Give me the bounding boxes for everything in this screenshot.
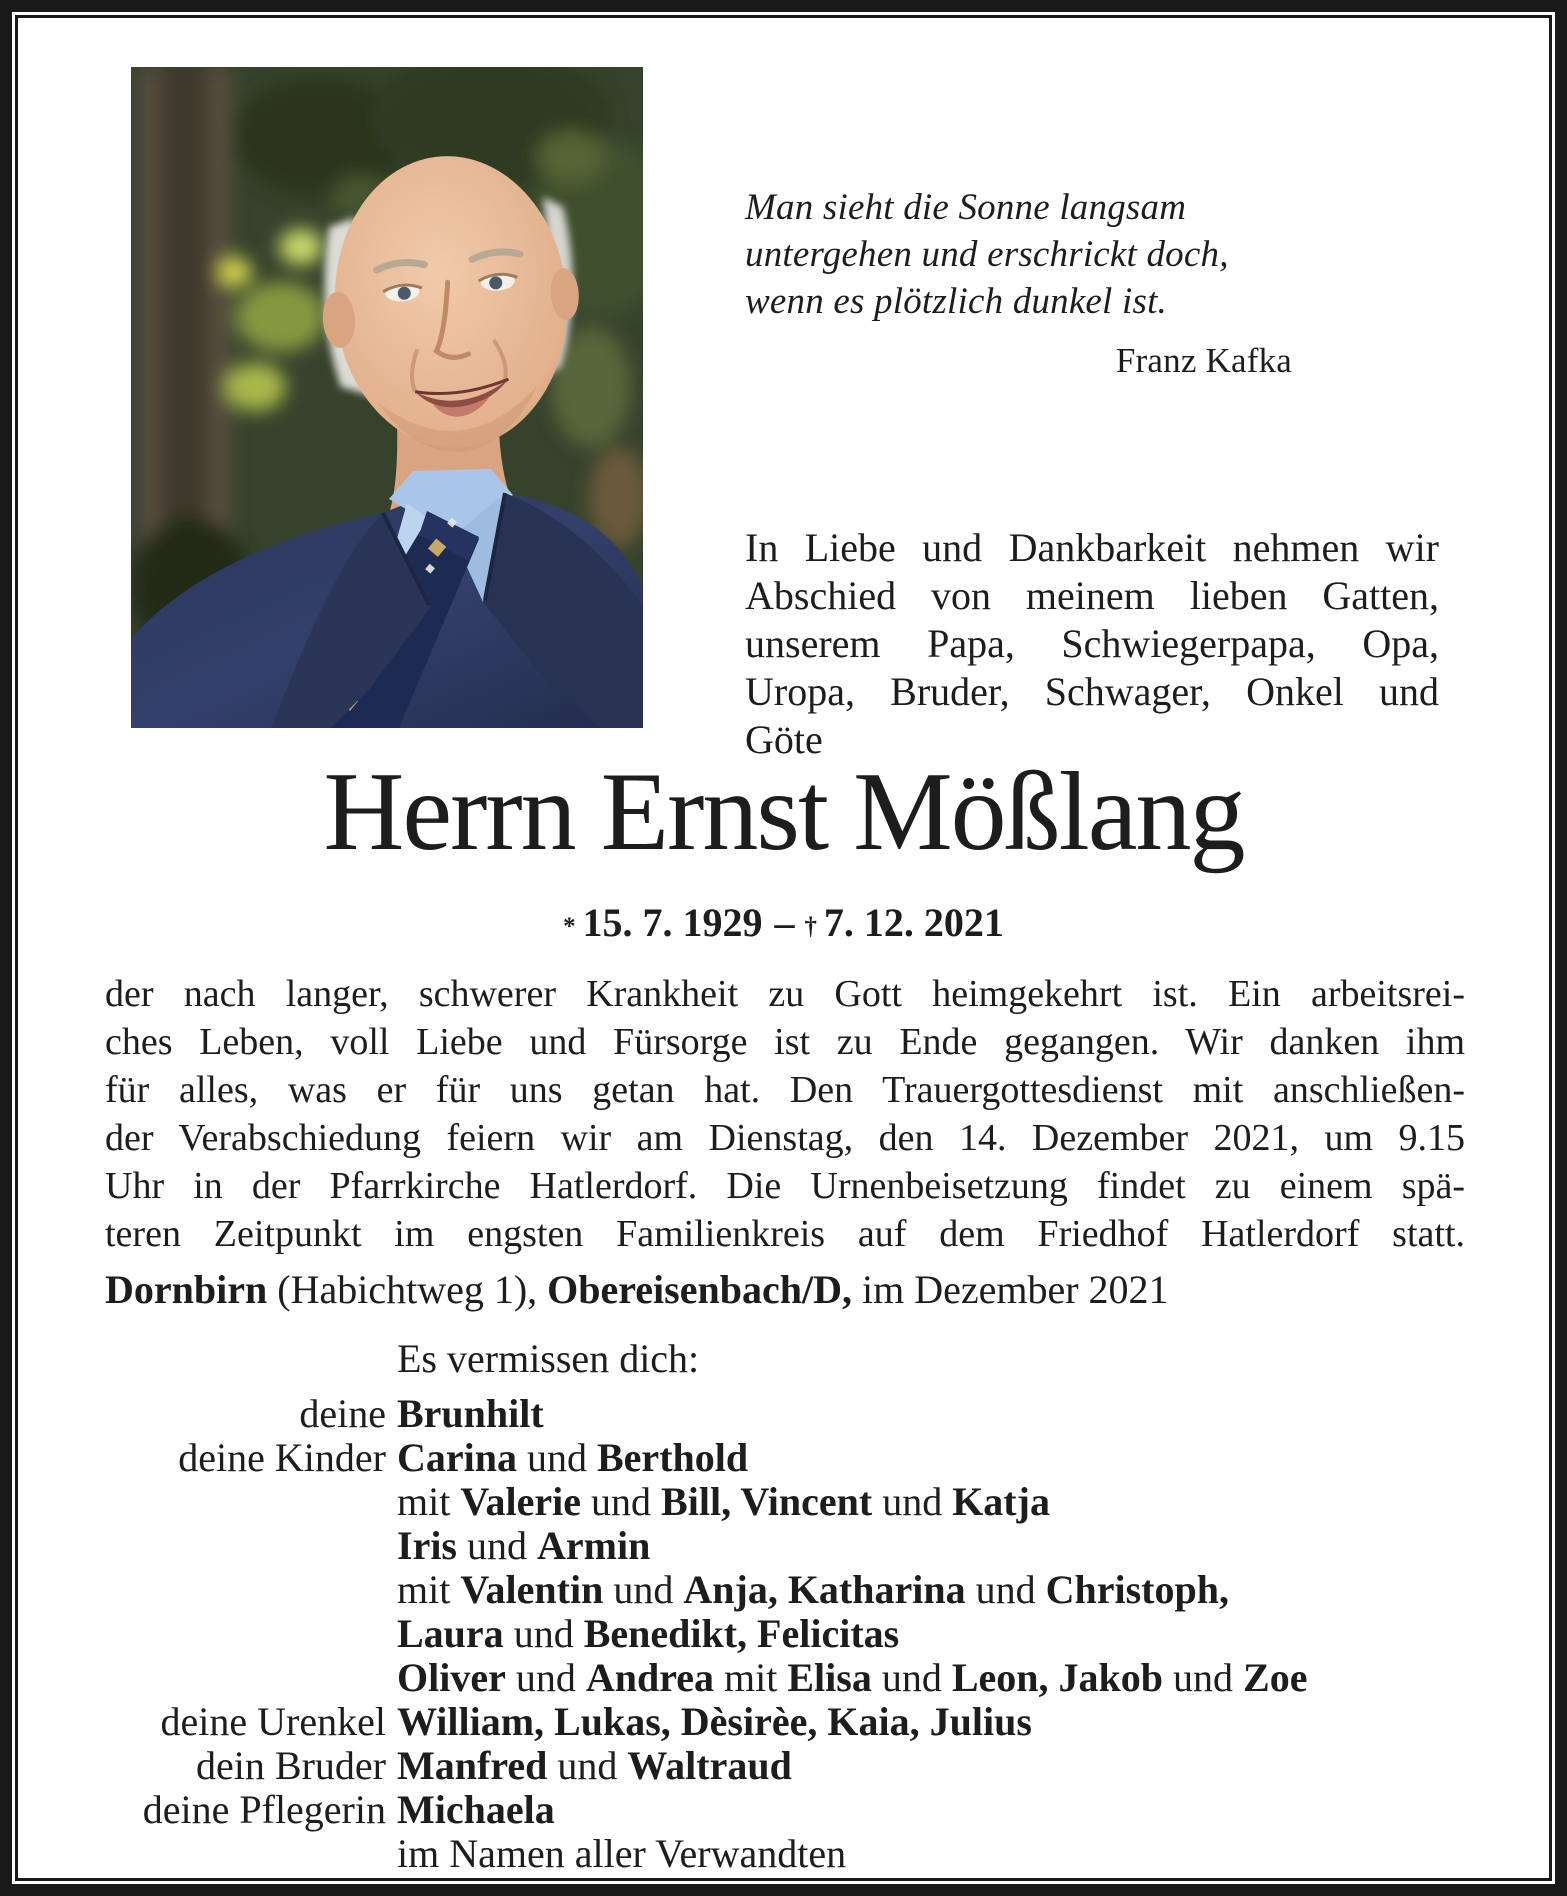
quote-attribution: Franz Kafka [1115, 341, 1292, 380]
intro-line: Uropa, Bruder, Schwager, Onkel und [745, 669, 1439, 714]
mourner-names: Michaela [397, 1787, 555, 1832]
mourner-relation [105, 1524, 397, 1568]
portrait-photo [131, 67, 643, 728]
inner-frame [15, 15, 1552, 1881]
mourner-relation [105, 1568, 397, 1612]
mourner-relation: deine Pflegerin [142, 1787, 386, 1832]
mourner-names: Laura und Benedikt, Felicitas [397, 1611, 900, 1656]
mourner-row [105, 1524, 1470, 1568]
announcement-paragraph [105, 970, 1465, 1258]
death-date: 7. 12. 2021 [823, 900, 1004, 945]
mourner-names: Carina und Berthold [397, 1435, 749, 1480]
mourner-relation: deine Kinder [178, 1435, 386, 1480]
mourner-relation [105, 1656, 397, 1700]
mourner-names: Oliver und Andrea mit Elisa und Leon, Jakob und Zoe [397, 1655, 1308, 1700]
mourner-relation: deine [299, 1391, 386, 1436]
mourner-row [105, 1568, 1470, 1612]
mourners-heading: Es vermissen dich: [397, 1336, 700, 1381]
mourner-names: mit Valentin und Anja, Katharina und Christoph, [397, 1567, 1229, 1612]
date-separator: – [774, 900, 795, 945]
intro-paragraph [745, 524, 1439, 764]
mourners-list [105, 1392, 1470, 1876]
mourner-row [105, 1744, 1470, 1788]
mourner-row [105, 1788, 1470, 1832]
intro-line: Göte [745, 717, 823, 762]
mourner-row [105, 1480, 1470, 1524]
deceased-name: Herrn Ernst Mößlang [323, 750, 1244, 874]
mourner-row [105, 1392, 1470, 1436]
announcement-line: für alles, was er für uns getan hat. Den Trauergottesdienst mit anschließen- [105, 1069, 1465, 1111]
mourner-row [105, 1436, 1470, 1480]
birth-date: 15. 7. 1929 [582, 900, 763, 945]
death-symbol: † [804, 913, 817, 940]
mourner-relation [105, 1480, 397, 1524]
intro-line: In Liebe und Dankbarkeit nehmen wir [745, 525, 1439, 570]
mourner-names: im Namen aller Verwandten [397, 1831, 847, 1876]
mourner-row [105, 1656, 1470, 1700]
mourner-names: William, Lukas, Dèsirèe, Kaia, Julius [397, 1699, 1032, 1744]
mourner-row [105, 1832, 1470, 1876]
mourner-relation: deine Urenkel [160, 1699, 386, 1744]
mourner-names: Manfred und Waltraud [397, 1743, 792, 1788]
announcement-line: teren Zeitpunkt im engsten Familienkreis auf dem Friedhof Hatlerdorf statt. [105, 1213, 1465, 1255]
intro-line: unserem Papa, Schwiegerpapa, Opa, [745, 621, 1439, 666]
mourner-relation: dein Bruder [196, 1743, 386, 1788]
quote-line: Man sieht die Sonne langsam [745, 187, 1187, 228]
quote-line: wenn es plötzlich dunkel ist. [745, 281, 1167, 322]
announcement-line: der nach langer, schwerer Krankheit zu Gott heimgekehrt ist. Ein arbeitsrei- [105, 973, 1465, 1015]
mourner-names: Iris und Armin [397, 1523, 651, 1568]
mourner-names: mit Valerie und Bill, Vincent und Katja [397, 1479, 1050, 1524]
quote-line: untergehen und erschrickt doch, [745, 234, 1229, 275]
quote-block [745, 184, 1320, 384]
announcement-line: Uhr in der Pfarrkirche Hatlerdorf. Die Urnenbeisetzung findet zu einem spä- [105, 1165, 1465, 1207]
mourner-row [105, 1612, 1470, 1656]
birth-symbol: * [563, 913, 576, 940]
announcement-line: der Verabschiedung feiern wir am Dienstag, den 14. Dezember 2021, um 9.15 [105, 1117, 1465, 1159]
intro-line: Abschied von meinem lieben Gatten, [745, 573, 1439, 618]
mourner-relation [105, 1612, 397, 1656]
mourner-names: Brunhilt [397, 1391, 544, 1436]
announcement-line: ches Leben, voll Liebe und Fürsorge ist zu Ende gegangen. Wir danken ihm [105, 1021, 1465, 1063]
mourner-relation [105, 1832, 397, 1876]
place-date-line: Dornbirn (Habichtweg 1), Obereisenbach/D, im Dezember 2021 [105, 1267, 1169, 1312]
mourner-row [105, 1700, 1470, 1744]
life-dates [18, 900, 1549, 952]
